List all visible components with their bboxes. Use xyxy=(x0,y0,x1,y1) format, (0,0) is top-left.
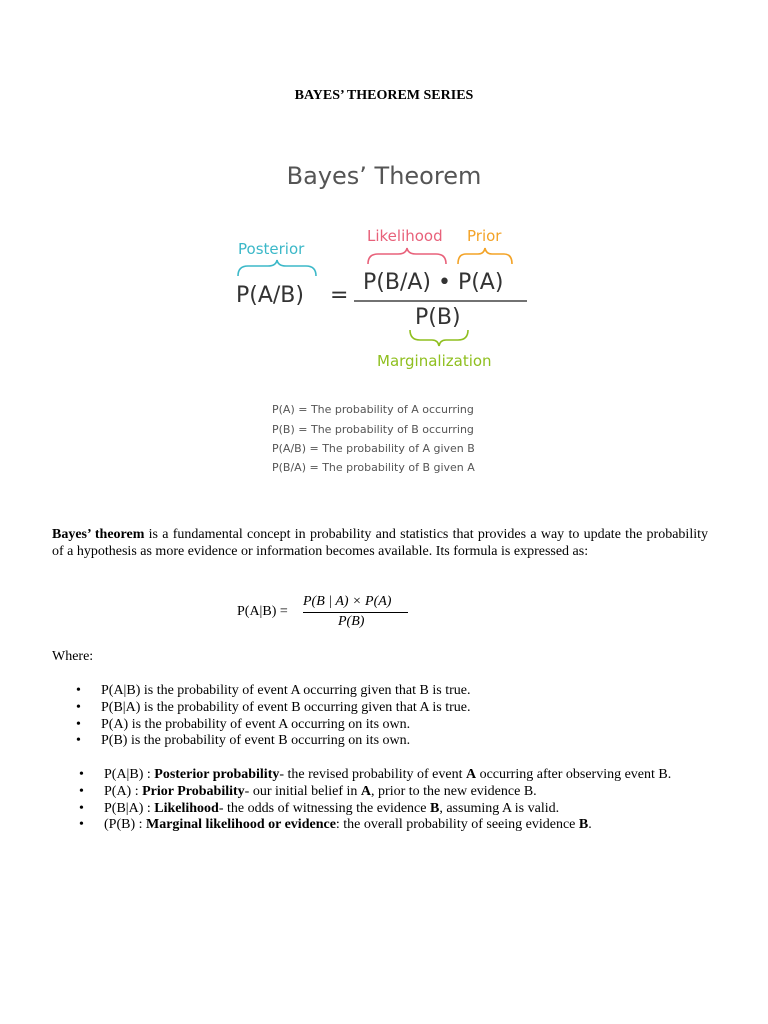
list-item xyxy=(79,817,704,834)
list-item-text: P(A|B) is the probability of event A occurring given that B is true. xyxy=(101,683,471,698)
list-item xyxy=(76,699,471,717)
bullet: • xyxy=(76,683,81,698)
term-emphasis: A xyxy=(465,767,477,782)
bullet: • xyxy=(79,783,84,799)
intro-paragraph xyxy=(52,527,708,560)
bullet: • xyxy=(79,817,84,833)
document-title: BAYES’ THEOREM SERIES xyxy=(294,88,474,103)
bullet: • xyxy=(79,767,84,782)
term-description: : the overall probability of seeing evidence xyxy=(335,817,579,833)
list-item xyxy=(76,716,470,734)
bullet: • xyxy=(76,716,81,732)
term-description: - the odds of witnessing the evidence xyxy=(218,800,430,816)
list-item-text: P(A) is the probability of event A occurring on its own. xyxy=(101,716,411,732)
figure-equals: = xyxy=(330,283,349,308)
term-emphasis: B xyxy=(578,817,589,833)
bullet: • xyxy=(79,800,84,816)
list-item xyxy=(79,767,704,784)
term-description-end: , assuming A is valid. xyxy=(439,800,560,816)
where-label: Where: xyxy=(52,649,94,664)
list-item xyxy=(79,800,704,818)
term-name: Marginal likelihood or evidence xyxy=(146,817,336,833)
likelihood-brace xyxy=(368,248,446,264)
term-description: - the revised probability of event xyxy=(279,767,466,782)
term-description-end: , prior to the new evidence B. xyxy=(371,783,537,799)
figure-definition: P(B/A) = The probability of B given A xyxy=(272,461,475,474)
term-prefix: (P(B) : xyxy=(104,817,146,833)
list-item xyxy=(79,783,704,801)
list-item-text: P(B) is the probability of event B occurring on its own. xyxy=(101,733,411,749)
list-item xyxy=(76,733,470,750)
list-item-text: P(B|A) is the probability of event B occurring given that A is true. xyxy=(101,699,471,715)
term-name: Posterior probability xyxy=(154,767,280,782)
term-prefix: P(A) : xyxy=(104,783,143,799)
term-name: Likelihood xyxy=(154,800,219,816)
formula-denominator: P(B) xyxy=(338,614,365,629)
term-description: - our initial belief in xyxy=(244,783,361,799)
posterior-label: Posterior xyxy=(238,240,305,258)
term-name: Prior Probability xyxy=(142,783,245,799)
marginalization-label: Marginalization xyxy=(377,352,492,370)
term-description-end: . xyxy=(588,817,592,833)
term-description-end: occurring after observing event B. xyxy=(476,767,672,782)
figure-denominator: P(B) xyxy=(415,305,461,330)
marginalization-brace xyxy=(410,330,468,346)
figure-title: Bayes’ Theorem xyxy=(286,162,482,190)
list-item xyxy=(76,683,471,700)
figure-definition: P(A) = The probability of A occurring xyxy=(272,403,474,416)
bullet: • xyxy=(76,733,81,749)
figure-numerator: P(B/A) • P(A) xyxy=(363,270,504,295)
figure-definition: P(A/B) = The probability of A given B xyxy=(272,442,475,455)
formula-numerator: P(B | A) × P(A) xyxy=(303,594,392,609)
term-emphasis: B xyxy=(429,800,440,816)
term-emphasis: A xyxy=(360,783,372,799)
formula-lhs: P(A|B) = xyxy=(237,604,288,619)
bullet: • xyxy=(76,699,81,715)
formula-fraction-bar xyxy=(303,612,408,613)
prior-label: Prior xyxy=(467,227,502,245)
likelihood-label: Likelihood xyxy=(367,227,443,245)
term-prefix: P(B|A) : xyxy=(104,800,155,816)
term-prefix: P(A|B) : xyxy=(104,767,155,782)
prior-brace xyxy=(458,248,512,264)
definitions-list xyxy=(76,683,471,750)
figure-definition: P(B) = The probability of B occurring xyxy=(272,423,474,436)
intro-term: Bayes’ theorem xyxy=(52,527,145,542)
posterior-brace xyxy=(238,260,316,276)
terms-list xyxy=(79,767,704,834)
figure-lhs: P(A/B) xyxy=(236,283,304,308)
intro-text: is a fundamental concept in probability and statistics that provides a way to update the probability of a hypothesis as more evidence or information becomes available. Its formula is expressed as: xyxy=(52,527,708,559)
